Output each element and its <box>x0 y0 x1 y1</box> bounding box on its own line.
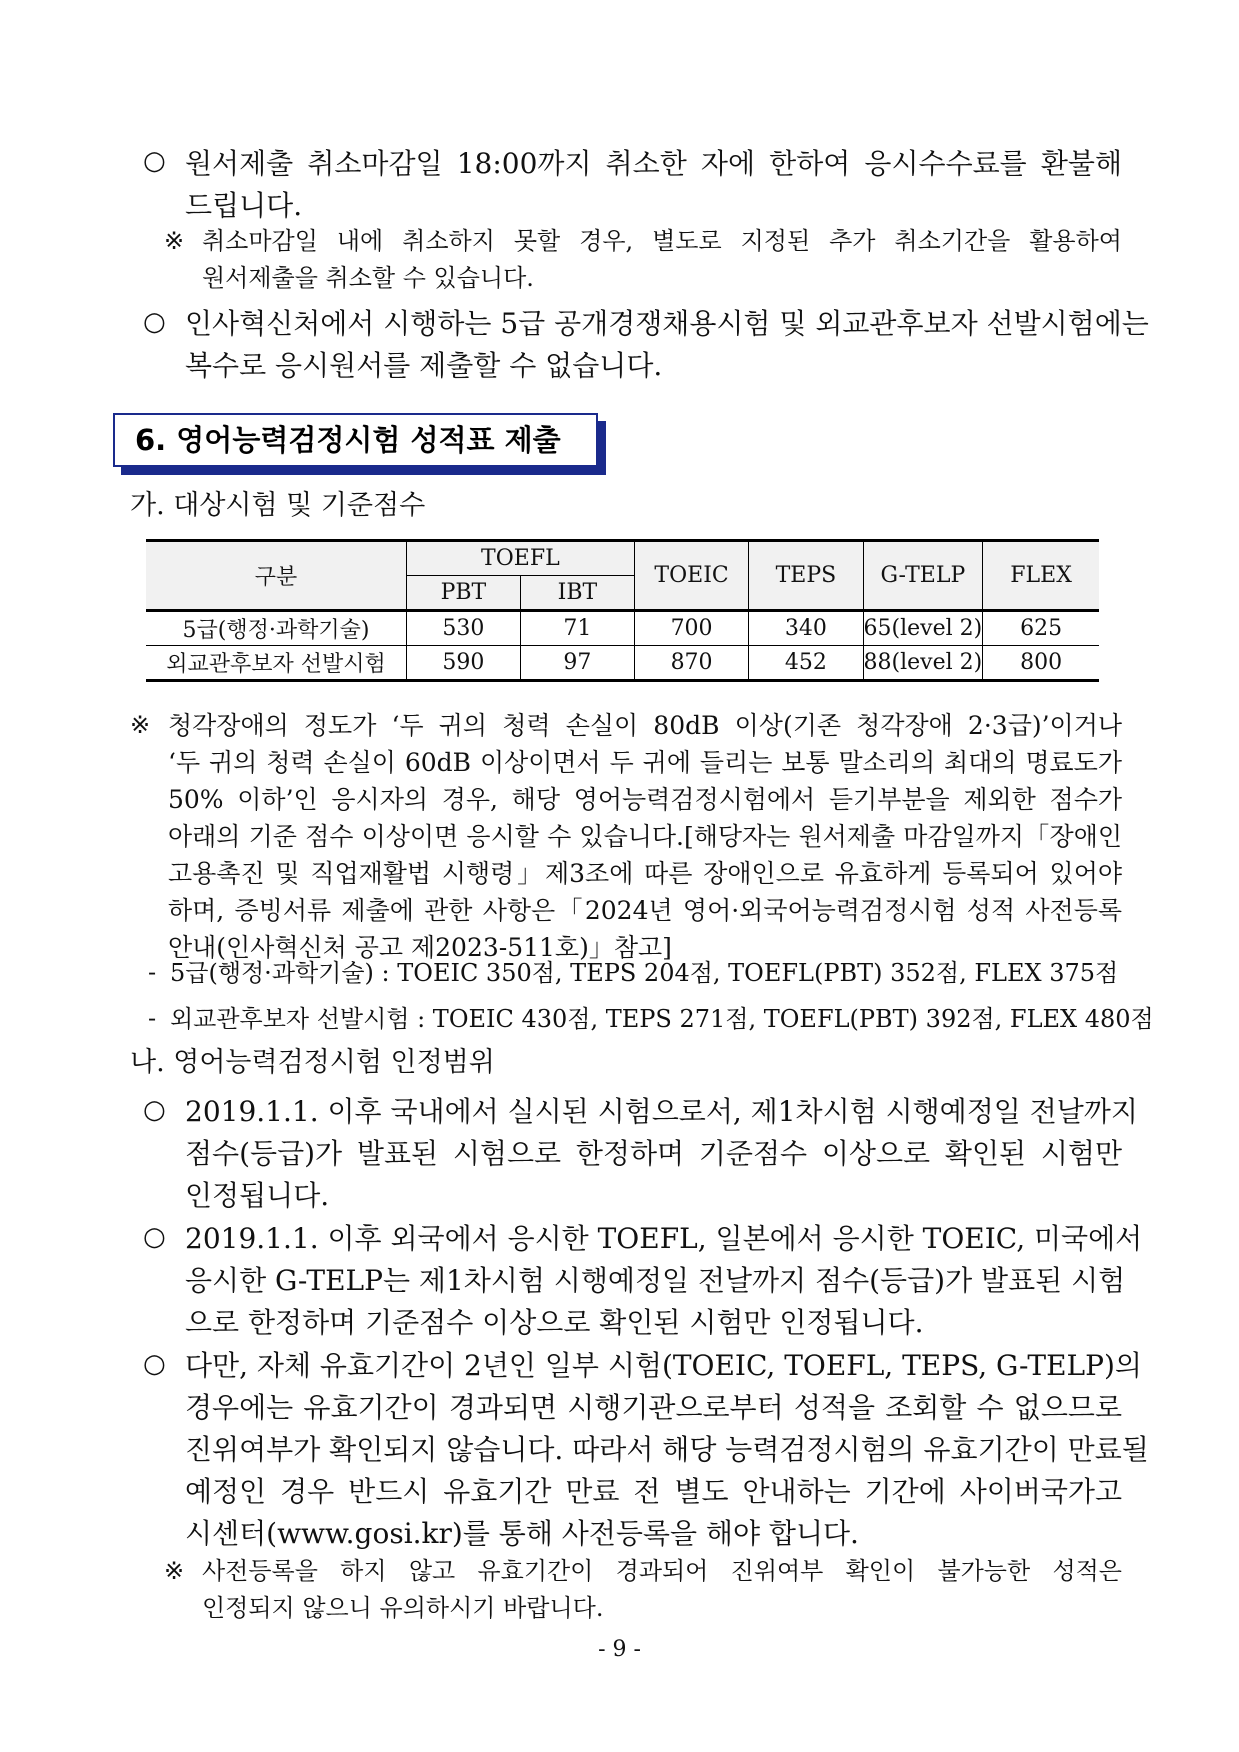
cell-toeic: 700 <box>634 611 748 646</box>
header-toefl: TOEFL <box>406 541 634 576</box>
bullet-circle: ○ <box>143 1095 166 1125</box>
note-mark: ※ <box>164 227 185 255</box>
text-line: 2019.1.1. 이후 국내에서 실시된 시험으로서, 제1차시험 시행예정일 전날까지 <box>185 1095 1138 1128</box>
text-line: 원서제출을 취소할 수 있습니다. <box>202 264 534 292</box>
cell-pbt: 530 <box>406 611 520 646</box>
text-line: 하며, 증빙서류 제출에 관한 사항은「2024년 영어·외국어능력검정시험 성적 사전등록 <box>168 896 1122 925</box>
cell-flex: 625 <box>983 611 1099 646</box>
bullet-circle: ○ <box>143 307 166 337</box>
text-line: 안내(인사혁신처 공고 제2023-511호)」참고] <box>168 933 672 962</box>
paragraph-no-duplicate <box>185 303 1149 387</box>
score-table <box>146 539 1099 682</box>
text-line: 시센터(www.gosi.kr)를 통해 사전등록을 해야 합니다. <box>185 1517 859 1550</box>
text-line: 고용촉진 및 직업재활법 시행령」제3조에 따른 장애인으로 유효하게 등록되어 있어야 <box>168 859 1122 888</box>
table-row <box>146 611 1099 646</box>
cell-gtelp: 65(level 2) <box>863 611 983 646</box>
text-line: 원서제출 취소마감일 18:00까지 취소한 자에 한하여 응시수수료를 환불해 <box>185 147 1122 180</box>
text-line: 아래의 기준 점수 이상이면 응시할 수 있습니다.[해당자는 원서제출 마감일까지「장애인 <box>168 822 1122 851</box>
paragraph-refund <box>185 143 1122 227</box>
header-gtelp: G-TELP <box>863 541 983 611</box>
table-header-row <box>146 541 1099 576</box>
dash-mark: - <box>148 958 157 986</box>
dash-mark: - <box>148 1004 157 1032</box>
cell-pbt: 590 <box>406 646 520 681</box>
note-cancel-period <box>202 223 1122 297</box>
text-line: 인정됩니다. <box>185 1179 330 1212</box>
text-line: 점수(등급)가 발표된 시험으로 한정하며 기준점수 이상으로 확인된 시험만 <box>185 1137 1122 1170</box>
note-hearing-impaired <box>168 707 1122 966</box>
text-line: 진위여부가 확인되지 않습니다. 따라서 해당 능력검정시험의 유효기간이 만료될 <box>185 1433 1149 1466</box>
paragraph-foreign-tests <box>185 1218 1143 1344</box>
section-title: 6. 영어능력검정시험 성적표 제출 <box>135 423 561 457</box>
note-pre-registration <box>202 1553 1122 1627</box>
paragraph-validity-period <box>185 1345 1149 1555</box>
cell-teps: 340 <box>749 611 863 646</box>
page-number: - 9 - <box>598 1637 641 1662</box>
header-category: 구분 <box>146 541 406 611</box>
subheading-ga: 가. 대상시험 및 기준점수 <box>130 490 426 521</box>
header-pbt: PBT <box>406 576 520 611</box>
criteria-diplomat: 외교관후보자 선발시험 : TOEIC 430점, TEPS 271점, TOEFL(PBT) 392점, FLEX 480점 <box>170 1005 1154 1033</box>
paragraph-domestic-tests <box>185 1091 1138 1217</box>
bullet-circle: ○ <box>143 1222 166 1252</box>
table-row <box>146 646 1099 681</box>
text-line: 50% 이하’인 응시자의 경우, 해당 영어능력검정시험에서 듣기부분을 제외한 점수가 <box>168 785 1122 814</box>
subheading-na: 나. 영어능력검정시험 인정범위 <box>130 1047 495 1078</box>
cell-toeic: 870 <box>634 646 748 681</box>
cell-ibt: 97 <box>520 646 634 681</box>
header-flex: FLEX <box>983 541 1099 611</box>
text-line: 으로 한정하며 기준점수 이상으로 확인된 시험만 인정됩니다. <box>185 1306 924 1339</box>
text-line: 인정되지 않으니 유의하시기 바랍니다. <box>202 1594 604 1622</box>
text-line: 다만, 자체 유효기간이 2년인 일부 시험(TOEIC, TOEFL, TEPS, G-TELP)의 <box>185 1349 1142 1382</box>
row-label: 5급(행정·과학기술) <box>146 611 406 646</box>
text-line: 인사혁신처에서 시행하는 5급 공개경쟁채용시험 및 외교관후보자 선발시험에는 <box>185 307 1149 340</box>
cell-flex: 800 <box>983 646 1099 681</box>
cell-teps: 452 <box>749 646 863 681</box>
bullet-circle: ○ <box>143 1349 166 1379</box>
text-line: 경우에는 유효기간이 경과되면 시행기관으로부터 성적을 조회할 수 없으므로 <box>185 1391 1122 1424</box>
note-mark: ※ <box>164 1557 185 1585</box>
text-line: 2019.1.1. 이후 외국에서 응시한 TOEFL, 일본에서 응시한 TOEIC, 미국에서 <box>185 1222 1143 1255</box>
criteria-grade5: 5급(행정·과학기술) : TOEIC 350점, TEPS 204점, TOEFL(PBT) 352점, FLEX 375점 <box>170 959 1119 987</box>
bullet-circle: ○ <box>143 146 166 176</box>
text-line: ‘두 귀의 청력 손실이 60dB 이상이면서 두 귀에 들리는 보통 말소리의 최대의 명료도가 <box>168 748 1122 777</box>
text-line: 응시한 G-TELP는 제1차시험 시행예정일 전날까지 점수(등급)가 발표된 시험 <box>185 1264 1126 1297</box>
text-line: 청각장애의 정도가 ‘두 귀의 청력 손실이 80dB 이상(기존 청각장애 2·3급)’이거나 <box>168 711 1122 740</box>
text-line: 복수로 응시원서를 제출할 수 없습니다. <box>185 349 663 382</box>
text-line: 드립니다. <box>185 189 303 222</box>
header-toeic: TOEIC <box>634 541 748 611</box>
text-line: 취소마감일 내에 취소하지 못할 경우, 별도로 지정된 추가 취소기간을 활용하여 <box>202 227 1122 255</box>
text-line: 예정인 경우 반드시 유효기간 만료 전 별도 안내하는 기간에 사이버국가고 <box>185 1475 1122 1508</box>
text-line: 사전등록을 하지 않고 유효기간이 경과되어 진위여부 확인이 불가능한 성적은 <box>202 1557 1122 1585</box>
cell-gtelp: 88(level 2) <box>863 646 983 681</box>
header-teps: TEPS <box>749 541 863 611</box>
note-mark: ※ <box>130 711 151 739</box>
section-heading-box <box>113 413 598 467</box>
cell-ibt: 71 <box>520 611 634 646</box>
row-label: 외교관후보자 선발시험 <box>146 646 406 681</box>
header-ibt: IBT <box>520 576 634 611</box>
